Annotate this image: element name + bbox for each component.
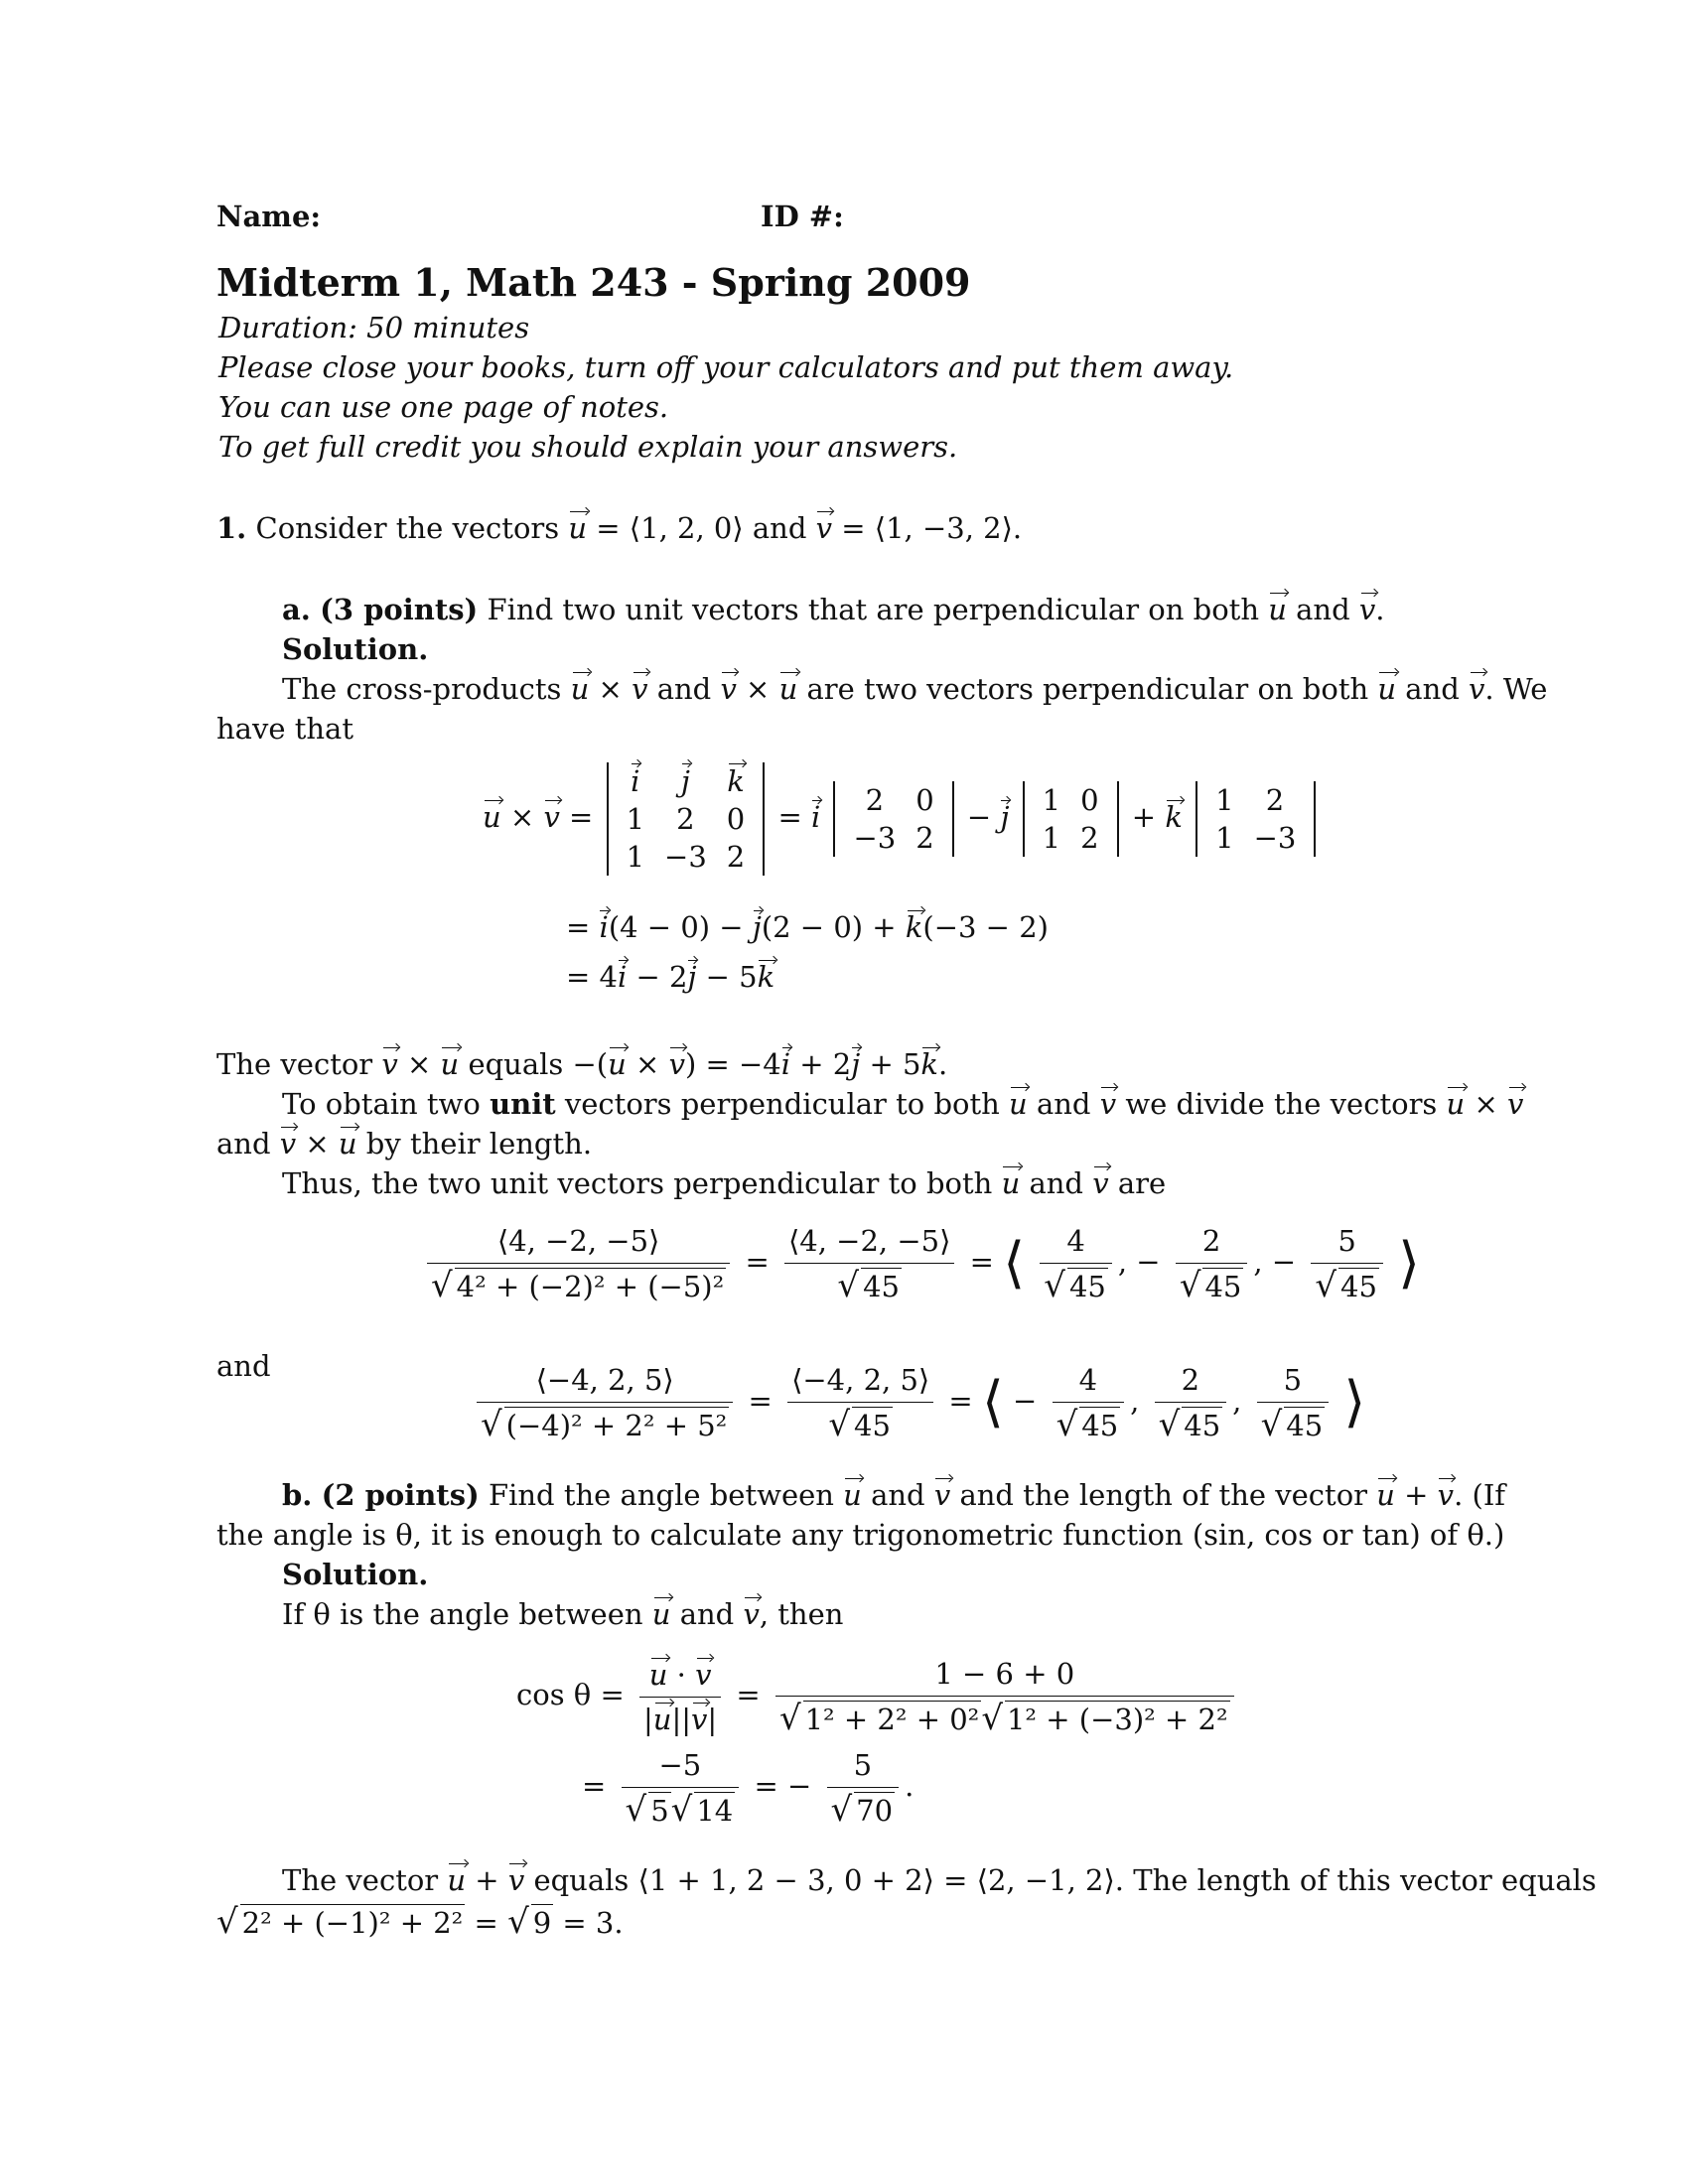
para-text: To obtain two <box>282 1087 481 1121</box>
part-a-para-1-cont: have that <box>216 712 354 746</box>
vector-v: v <box>1092 1166 1109 1200</box>
sum-vector-length: √ 2² + (−1)² + 2² = √ 9 = 3. <box>216 1902 624 1942</box>
numerator: ⟨−4, 2, 5⟩ <box>477 1362 733 1403</box>
det-cell: −3 <box>853 821 897 855</box>
det-cell: 1 <box>626 802 645 836</box>
math-text: = 4 <box>566 960 618 994</box>
vector-v: v <box>1099 1087 1117 1121</box>
vector-u: u <box>568 511 588 545</box>
vector-v: v <box>1469 672 1485 706</box>
det-minor-3 <box>1196 781 1316 857</box>
unit-statement: To obtain two unit vectors perpendicular to both u and v we divide the vectors u × v <box>282 1087 1524 1121</box>
radicand: 45 <box>1068 1270 1106 1303</box>
cos-theta-simplified: = $\frac{-5}{√ 5√ 14}$ = − $\frac{5}{√ 70}$ . <box>582 1748 914 1830</box>
unit-statement-cont: and v × u by their length. <box>216 1127 593 1160</box>
para-text: . (If <box>1454 1478 1506 1512</box>
fraction <box>1176 1223 1248 1304</box>
numerator: 5 <box>1257 1362 1330 1403</box>
radicand: 4² + (−2)² + (−5)² <box>456 1270 725 1303</box>
vector-v: v <box>507 1863 525 1897</box>
para-text: . We <box>1484 672 1548 706</box>
det-cell: 2 <box>1265 783 1285 817</box>
para-text: The vector <box>216 1047 373 1081</box>
and-word-line: and <box>216 1349 271 1383</box>
det-cell: j <box>680 764 690 798</box>
math-text: (2 − 0) + <box>761 910 906 944</box>
vector-i: i <box>617 960 628 994</box>
unit-vector-1-equation: $\frac{⟨4, -2, -5⟩}{\text{√ 4² + (−2)² + (−5)²}}$ = $\frac{⟨4, -2, -5⟩}{√ 45}$ = ⟨ $\frac{4}{√ 45}$ , − $\frac{2}{√ 45}$ , − $\frac{5}{√ 45}$ ⟩ <box>421 1223 1420 1304</box>
radicand: 45 <box>1081 1409 1119 1442</box>
vector-i: i <box>780 1047 791 1081</box>
numerator: ⟨4, −2, −5⟩ <box>427 1223 730 1264</box>
math-text: − 2 <box>627 960 688 994</box>
denominator: √ 45 <box>1055 1405 1119 1444</box>
vector-u: u <box>338 1127 357 1160</box>
para-text: are <box>1117 1166 1167 1200</box>
part-a-points: (3 points) <box>320 593 479 626</box>
and-word: and <box>1296 593 1350 626</box>
vector-u: u <box>1009 1087 1028 1121</box>
part-b-statement-cont: the angle is θ, it is enough to calculate any trigonometric function (sin, cos or tan) of θ.) <box>216 1518 1505 1552</box>
part-a-para-1: The cross-products u × v and v × u are two vectors perpendicular on both u and v. We <box>282 672 1548 706</box>
numerator: ⟨−4, 2, 5⟩ <box>787 1362 933 1403</box>
det-cell: 2 <box>865 783 885 817</box>
para-text: ) = −4 <box>684 1047 781 1081</box>
vector-u: u <box>608 1047 627 1081</box>
vector-k: k <box>1165 800 1183 834</box>
vector-u: u <box>1268 593 1287 626</box>
para-text: The cross-products <box>282 672 562 706</box>
radicand: 70 <box>856 1794 894 1828</box>
vector-v: v <box>632 672 648 706</box>
det-cell: 2 <box>676 802 695 836</box>
radicand: 45 <box>1340 1270 1377 1303</box>
unit-word: unit <box>490 1087 556 1121</box>
vector-u: u <box>1001 1166 1021 1200</box>
vector-j: j <box>1000 800 1010 834</box>
statement-text: Consider the vectors <box>255 511 560 545</box>
instruction-notes: You can use one page of notes. <box>218 390 669 424</box>
radicand: 1² + 2² + 0² <box>804 1703 980 1736</box>
para-text: equals ⟨1 + 1, 2 − 3, 0 + 2⟩ = ⟨2, −1, 2⟩. The length of this vector equals <box>533 1863 1597 1897</box>
det-3x3 <box>607 762 766 876</box>
vector-u: u <box>1377 672 1397 706</box>
vector-v: v <box>543 800 560 834</box>
vector-j: j <box>851 1047 861 1081</box>
vector-u: u <box>648 1657 668 1692</box>
radicand: 45 <box>863 1270 900 1303</box>
numerator: 5 <box>1311 1223 1383 1264</box>
vector-v: v <box>668 1047 685 1081</box>
vector-i: i <box>810 800 821 834</box>
instruction-credit: To get full credit you should explain your answers. <box>218 430 958 464</box>
vector-u: u <box>447 1863 467 1897</box>
para-text: equals −( <box>468 1047 609 1081</box>
radicand: (−4)² + 2² + 5² <box>505 1409 728 1442</box>
fraction <box>622 1747 740 1829</box>
numerator: u · v <box>639 1657 721 1698</box>
part-b-statement: b. (2 points) Find the angle between u and v and the length of the vector u + v. (If <box>282 1478 1506 1512</box>
para-text: are two vectors perpendicular on both <box>806 672 1369 706</box>
part-a-label: a. <box>282 593 311 626</box>
and-word: and <box>679 1597 735 1631</box>
det-cell: 0 <box>1080 783 1099 817</box>
instruction-duration: Duration: 50 minutes <box>218 311 530 344</box>
para-text: we divide the vectors <box>1125 1087 1438 1121</box>
instruction-books: Please close your books, turn off your calculators and put them away. <box>218 350 1234 384</box>
fraction <box>827 1747 900 1829</box>
fraction <box>1155 1362 1227 1443</box>
math-text: = 3. <box>553 1906 624 1940</box>
numerator: −5 <box>622 1747 740 1788</box>
numerator: 2 <box>1155 1362 1227 1403</box>
para-text: If θ is the angle between <box>282 1597 643 1631</box>
fraction <box>477 1362 733 1443</box>
cross-product-result <box>566 959 774 995</box>
cos-label: cos θ = <box>516 1678 625 1711</box>
problem-1-statement <box>216 510 1022 546</box>
vector-u: u <box>570 672 590 706</box>
fraction <box>775 1656 1234 1737</box>
det-cell: 0 <box>726 802 746 836</box>
denominator: √ 45 <box>1260 1405 1324 1444</box>
vector-u: u <box>651 1597 671 1631</box>
fraction <box>1053 1362 1125 1443</box>
vector-u: u <box>778 672 798 706</box>
numerator: 4 <box>1053 1362 1125 1403</box>
fraction <box>427 1223 730 1304</box>
radicand: 45 <box>1204 1270 1242 1303</box>
det-cell: 2 <box>726 840 746 874</box>
fraction <box>1040 1223 1112 1304</box>
vector-u: u <box>1446 1087 1466 1121</box>
denominator: √ 70 <box>830 1790 894 1830</box>
denominator: √ 4² + (−2)² + (−5)² <box>431 1266 725 1305</box>
vector-k: k <box>920 1047 938 1081</box>
vector-j: j <box>752 910 762 944</box>
det-minor-2 <box>1023 781 1119 857</box>
para-text: vectors perpendicular to both <box>564 1087 1000 1121</box>
vector-v: v <box>691 1702 708 1736</box>
vector-u: u <box>652 1702 672 1736</box>
det-cell: −3 <box>1253 821 1297 855</box>
det-cell: 1 <box>1042 821 1061 855</box>
radicand: 9 <box>532 1906 552 1940</box>
part-a-statement: a. (3 points) Find two unit vectors that are perpendicular on both u and v. <box>282 593 1385 626</box>
vector-k: k <box>757 960 775 994</box>
id-label: ID #: <box>761 200 844 233</box>
vector-u: u <box>440 1047 460 1081</box>
det-cell: k <box>727 764 745 798</box>
radicand: 45 <box>1286 1409 1324 1442</box>
math-text: = <box>465 1906 508 1940</box>
vector-u: u <box>1376 1478 1395 1512</box>
v-value: = ⟨1, −3, 2⟩. <box>841 511 1023 545</box>
vector-v: v <box>381 1047 398 1081</box>
vu-statement: The vector v × u equals −(u × v) = −4i + 2j + 5k. <box>216 1047 948 1081</box>
denominator: √ 45 <box>1315 1266 1377 1305</box>
part-a-solution-label: Solution. <box>282 632 429 666</box>
unit-vector-2-equation: $\frac{⟨-4, 2, 5⟩}{\text{√ (−4)² + 2² + 5²}}$ = $\frac{⟨-4, 2, 5⟩}{√ 45}$ = ⟨ − $\frac{4}{√ 45}$ , $\frac{2}{√ 45}$ , $\frac{5}{√ 45}$ ⟩ <box>471 1362 1365 1443</box>
fraction <box>1257 1362 1330 1443</box>
and-word: and <box>1405 672 1460 706</box>
problem-number: 1. <box>216 511 247 545</box>
vector-v: v <box>933 1478 951 1512</box>
math-text: − 5 <box>696 960 758 994</box>
vector-v: v <box>1358 593 1376 626</box>
and-word: and <box>1036 1087 1091 1121</box>
denominator: √ 45 <box>837 1266 900 1305</box>
det-cell: 1 <box>1215 821 1234 855</box>
part-b-label: b. <box>282 1478 313 1512</box>
denominator: √ 45 <box>1179 1266 1242 1305</box>
vector-v: v <box>279 1127 297 1160</box>
det-cell: i <box>631 764 640 798</box>
para-text: The vector <box>282 1863 439 1897</box>
para-text: by their length. <box>365 1127 593 1160</box>
radicand: 14 <box>696 1794 734 1828</box>
and-word: and <box>1029 1166 1083 1200</box>
vector-v: v <box>1506 1087 1524 1121</box>
denominator: √ 45 <box>1158 1405 1221 1444</box>
det-cell: 0 <box>915 783 934 817</box>
denominator: √ 45 <box>828 1405 891 1444</box>
vector-i: i <box>599 910 609 944</box>
denominator: |u||v| <box>643 1702 718 1736</box>
numerator: 4 <box>1040 1223 1112 1264</box>
denominator: √ (−4)² + 2² + 5² <box>481 1405 728 1444</box>
numerator: 5 <box>827 1747 900 1788</box>
vector-u: u <box>843 1478 862 1512</box>
u-value: = ⟨1, 2, 0⟩ <box>596 511 744 545</box>
vector-v: v <box>743 1597 760 1631</box>
part-b-solution-label: Solution. <box>282 1558 429 1591</box>
if-theta-statement <box>282 1596 843 1632</box>
vector-v: v <box>815 511 833 545</box>
vector-u: u <box>483 800 501 834</box>
part-b-points: (2 points) <box>321 1478 480 1512</box>
det-cell: 1 <box>1215 783 1234 817</box>
vector-v: v <box>1437 1478 1455 1512</box>
name-label: Name: <box>216 200 322 233</box>
numerator: 2 <box>1176 1223 1248 1264</box>
thus-statement <box>282 1165 1166 1201</box>
radicand: 1² + (−3)² + 2² <box>1006 1703 1228 1736</box>
det-cell: 2 <box>1080 821 1099 855</box>
radicand: 2² + (−1)² + 2² <box>241 1906 464 1940</box>
fraction <box>639 1657 721 1737</box>
math-text: (−3 − 2) <box>922 910 1049 944</box>
fraction <box>1311 1223 1383 1304</box>
det-cell: 2 <box>915 821 934 855</box>
numerator: 1 − 6 + 0 <box>775 1656 1234 1697</box>
radicand: 45 <box>854 1409 891 1442</box>
det-cell: 1 <box>626 840 645 874</box>
and-word: and <box>871 1478 925 1512</box>
vector-j: j <box>687 960 697 994</box>
fraction <box>784 1223 954 1304</box>
and-word: and <box>752 511 807 545</box>
denominator: √ 1² + 2² + 0²√ 1² + (−3)² + 2² <box>778 1699 1228 1738</box>
denominator: √ 45 <box>1044 1266 1106 1305</box>
page-title: Midterm 1, Math 243 - Spring 2009 <box>216 260 971 305</box>
cross-product-determinant: u × v = i j k 1 2 0 1 −3 2 = i 2 0 −3 2 − j 1 0 1 2 + k 1 2 1 −3 <box>483 762 1320 876</box>
vector-v: v <box>695 1657 712 1692</box>
vector-v: v <box>720 672 737 706</box>
fraction <box>787 1362 933 1443</box>
radicand: 5 <box>650 1794 669 1828</box>
det-cell: −3 <box>664 840 707 874</box>
cos-theta-equation: cos θ = $\frac{u \cdot v}{|u||v|}$ = $\frac{1 - 6 + 0}{\text{√ 1² + 2² + 0²√ 1² + (−3)² + 2²}}$ <box>516 1656 1240 1737</box>
math-text: (4 − 0) − <box>608 910 753 944</box>
numerator: ⟨4, −2, −5⟩ <box>784 1223 954 1264</box>
para-text: Thus, the two unit vectors perpendicular to both <box>282 1166 993 1200</box>
cross-product-line-2: = i(4 − 0) − j(2 − 0) + k(−3 − 2) <box>566 910 1049 944</box>
vector-k: k <box>905 910 923 944</box>
and-word: and <box>656 672 712 706</box>
para-text: Find the angle between <box>488 1478 834 1512</box>
para-text: and the length of the vector <box>959 1478 1368 1512</box>
denominator: √ 5√ 14 <box>625 1790 734 1830</box>
det-cell: 1 <box>1042 783 1061 817</box>
det-minor-1 <box>833 781 953 857</box>
sum-vector-statement: The vector u + v equals ⟨1 + 1, 2 − 3, 0 + 2⟩ = ⟨2, −1, 2⟩. The length of this vector equals <box>282 1863 1597 1897</box>
para-text: , then <box>759 1597 844 1631</box>
radicand: 45 <box>1184 1409 1221 1442</box>
and-word: and <box>216 1127 271 1160</box>
part-a-text: Find two unit vectors that are perpendicular on both <box>487 593 1260 626</box>
